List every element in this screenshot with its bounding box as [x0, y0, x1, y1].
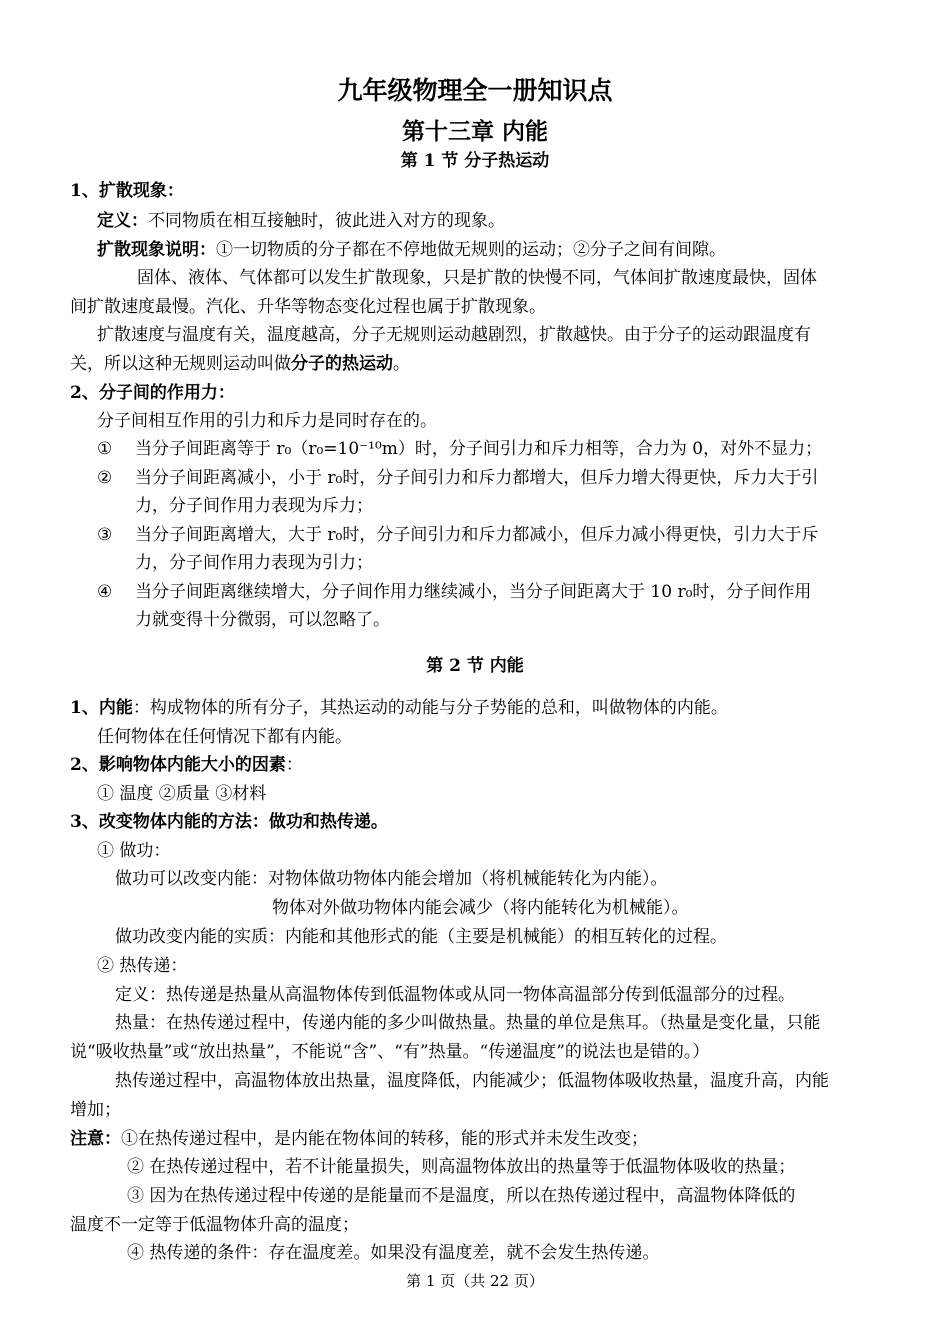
work-line3: 做功改变内能的实质：内能和其他形式的能（主要是机械能）的相互转化的过程。 [115, 927, 727, 947]
list-item-1-line1: 当分子间距离等于 r₀（r₀=10⁻¹⁰m）时，分子间引力和斥力相等，合力为 0，对外不显力； [135, 439, 823, 459]
text-span: ： [285, 755, 303, 775]
list-item-3-line2: 力，分子间作用力表现为引力； [135, 553, 373, 573]
paragraph-states-line1: 固体、液体、气体都可以发生扩散现象，只是扩散的快慢不同，气体间扩散速度最快，固体 [137, 268, 817, 288]
note-label: 注意： [70, 1129, 121, 1149]
section-1-title: 第 1 节 分子热运动 [400, 151, 550, 171]
paragraph-temperature-line1: 扩散速度与温度有关，温度越高，分子无规则运动越剧烈，扩散越快。由于分子的运动跟温度有 [97, 325, 811, 345]
list-marker-2: ② [97, 468, 113, 488]
list-item-2-line2: 力，分子间作用力表现为斥力； [135, 496, 373, 516]
explanation-label: 扩散现象说明： [97, 240, 216, 260]
text-span: 。 [393, 354, 410, 374]
list-item-4-line2: 力就变得十分微弱，可以忽略了。 [135, 610, 390, 630]
internal-energy-definition [70, 698, 728, 718]
text-span: 关，所以这种无规则运动叫做 [70, 354, 291, 374]
note-1-text: ①在热传递过程中，是内能在物体间的转移，能的形式并未发生改变； [121, 1129, 648, 1149]
heat-transfer-definition: 定义：热传递是热量从高温物体传到低温物体或从同一物体高温部分传到低温部分的过程。 [115, 985, 795, 1005]
list-marker-3: ③ [97, 525, 113, 545]
heading-factors-text: 2、影响物体内能大小的因素 [70, 755, 286, 775]
list-marker-1: ① [97, 439, 113, 459]
paragraph-temperature-line2 [70, 354, 410, 374]
list-item-4-line1: 当分子间距离继续增大，分子间作用力继续减小，当分子间距离大于 10 r₀时，分子间作用 [135, 582, 812, 602]
list-item-2-line1: 当分子间距离减小，小于 r₀时，分子间引力和斥力都增大，但斥力增大得更快，斥力大于引 [135, 468, 819, 488]
paragraph-always-has-energy: 任何物体在任何情况下都有内能。 [97, 727, 352, 747]
paragraph-forces-coexist: 分子间相互作用的引力和斥力是同时存在的。 [97, 411, 437, 431]
heat-quantity-line2: 说“吸收热量”或“放出热量”，不能说“含”、“有”热量。“传递温度”的说法也是错的。） [70, 1042, 710, 1062]
heading-change-methods: 3、改变物体内能的方法：做功和热传递。 [70, 812, 388, 832]
heading-diffusion: 1、扩散现象： [70, 181, 184, 201]
term-thermal-motion: 分子的热运动 [291, 354, 393, 374]
note-3-line2: 温度不一定等于低温物体升高的温度； [70, 1215, 359, 1235]
explanation-text: ①一切物质的分子都在不停地做无规则的运动；②分子之间有间隙。 [216, 240, 726, 260]
chapter-title: 第十三章 内能 [401, 118, 548, 145]
heading-factors [70, 755, 303, 775]
diffusion-explanation-line [97, 240, 726, 260]
work-subheading: ① 做功： [97, 841, 171, 861]
definition-line [97, 211, 505, 231]
note-3-line1: ③ 因为在热传递过程中传递的是能量而不是温度，所以在热传递过程中，高温物体降低的 [127, 1186, 796, 1206]
heat-quantity-line1: 热量：在热传递过程中，传递内能的多少叫做热量。热量的单位是焦耳。（热量是变化量，只能 [115, 1013, 821, 1033]
internal-energy-text: ：构成物体的所有分子，其热运动的动能与分子势能的总和，叫做物体的内能。 [132, 698, 728, 718]
definition-text: 不同物质在相互接触时，彼此进入对方的现象。 [148, 211, 505, 231]
work-line1: 做功可以改变内能：对物体做功物体内能会增加（将机械能转化为内能）。 [115, 869, 668, 889]
heat-process-line2: 增加； [70, 1100, 121, 1120]
list-marker-4: ④ [97, 582, 113, 602]
list-item-3-line1: 当分子间距离增大，大于 r₀时，分子间引力和斥力都减小，但斥力减小得更快，引力大于斥 [135, 525, 819, 545]
definition-label: 定义： [97, 211, 148, 231]
factors-list: ① 温度 ②质量 ③材料 [97, 784, 267, 804]
note-2-text: ② 在热传递过程中，若不计能量损失，则高温物体放出的热量等于低温物体吸收的热量； [127, 1157, 796, 1177]
document-title: 九年级物理全一册知识点 [337, 76, 613, 105]
heat-process-line1: 热传递过程中，高温物体放出热量，温度降低，内能减少；低温物体吸收热量，温度升高，内能 [115, 1071, 829, 1091]
heat-transfer-subheading: ② 热传递： [97, 956, 188, 976]
note-line1 [70, 1129, 648, 1149]
term-internal-energy: 1、内能 [70, 698, 133, 718]
paragraph-states-line2: 间扩散速度最慢。汽化、升华等物态变化过程也属于扩散现象。 [70, 297, 546, 317]
work-line2: 物体对外做功物体内能会减少（将内能转化为机械能）。 [272, 898, 689, 918]
page-footer: 第 1 页（共 22 页） [406, 1272, 544, 1290]
heading-molecular-forces: 2、分子间的作用力： [70, 383, 235, 403]
section-2-title: 第 2 节 内能 [426, 656, 524, 676]
note-4-text: ④ 热传递的条件：存在温度差。如果没有温度差，就不会发生热传递。 [127, 1243, 660, 1263]
